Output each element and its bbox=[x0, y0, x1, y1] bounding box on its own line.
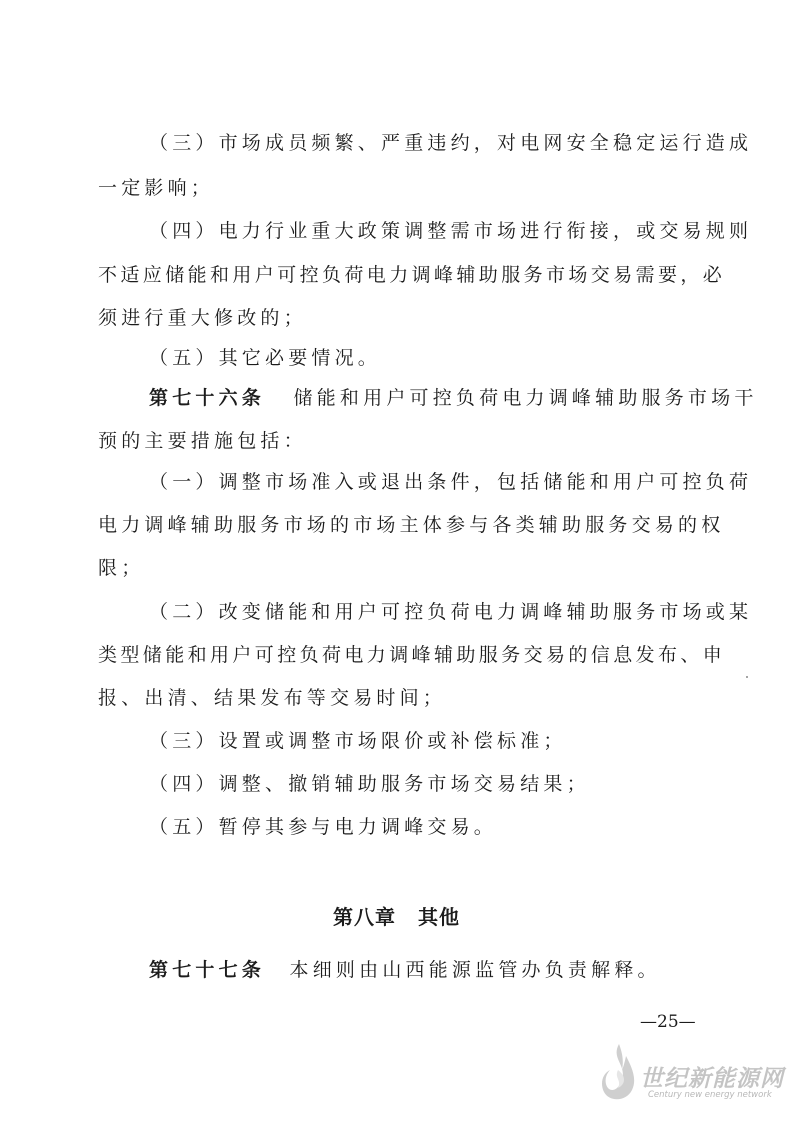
article-77-text: 本细则由山西能源监管办负责解释。 bbox=[289, 959, 661, 981]
chapter-title: 其他 bbox=[418, 905, 460, 929]
paragraph-line-17: （五）暂停其参与电力调峰交易。 bbox=[149, 816, 498, 838]
article-76-text: 储能和用户可控负荷电力调峰辅助服务市场干 bbox=[293, 387, 758, 409]
paragraph-line-13: 类型储能和用户可控负荷电力调峰辅助服务交易的信息发布、申 bbox=[98, 644, 726, 666]
paragraph-line-3: （四）电力行业重大政策调整需市场进行衔接，或交易规则 bbox=[149, 220, 753, 242]
paragraph-line-9: （一）调整市场准入或退出条件，包括储能和用户可控负荷 bbox=[149, 471, 753, 493]
paragraph-line-6: （五）其它必要情况。 bbox=[149, 347, 382, 369]
paragraph-line-14: 报、出清、结果发布等交易时间； bbox=[98, 687, 447, 709]
paragraph-line-16: （四）调整、撤销辅助服务市场交易结果； bbox=[149, 773, 590, 795]
watermark bbox=[596, 1040, 786, 1110]
paragraph-line-12: （二）改变储能和用户可控负荷电力调峰辅助服务市场或某 bbox=[149, 601, 753, 623]
watermark-title: 世纪新能源网 bbox=[640, 1066, 784, 1092]
paragraph-line-10: 电力调峰辅助服务市场的市场主体参与各类辅助服务交易的权 bbox=[98, 514, 725, 536]
paragraph-line-15: （三）设置或调整市场限价或补偿标准； bbox=[149, 730, 567, 752]
paragraph-line-5: 须进行重大修改的； bbox=[98, 307, 307, 329]
article-77-label: 第七十七条 bbox=[149, 959, 266, 981]
flame-logo-icon bbox=[596, 1040, 642, 1106]
article-76-line-1 bbox=[149, 386, 758, 410]
page-number: —25— bbox=[640, 1012, 696, 1032]
paragraph-line-4: 不适应储能和用户可控负荷电力调峰辅助服务市场交易需要，必 bbox=[98, 264, 726, 286]
paragraph-line-1: （三）市场成员频繁、严重违约，对电网安全稳定运行造成 bbox=[149, 132, 753, 154]
watermark-subtitle: Century new energy network bbox=[648, 1090, 772, 1100]
article-76-label: 第七十六条 bbox=[149, 387, 266, 409]
paragraph-line-11: 限； bbox=[98, 557, 145, 579]
article-77-line bbox=[149, 958, 661, 982]
scan-speck bbox=[746, 676, 748, 678]
chapter-number: 第八章 bbox=[333, 905, 396, 929]
paragraph-line-8: 预的主要措施包括： bbox=[98, 430, 307, 452]
chapter-heading bbox=[0, 901, 793, 930]
paragraph-line-2: 一定影响； bbox=[98, 177, 215, 199]
